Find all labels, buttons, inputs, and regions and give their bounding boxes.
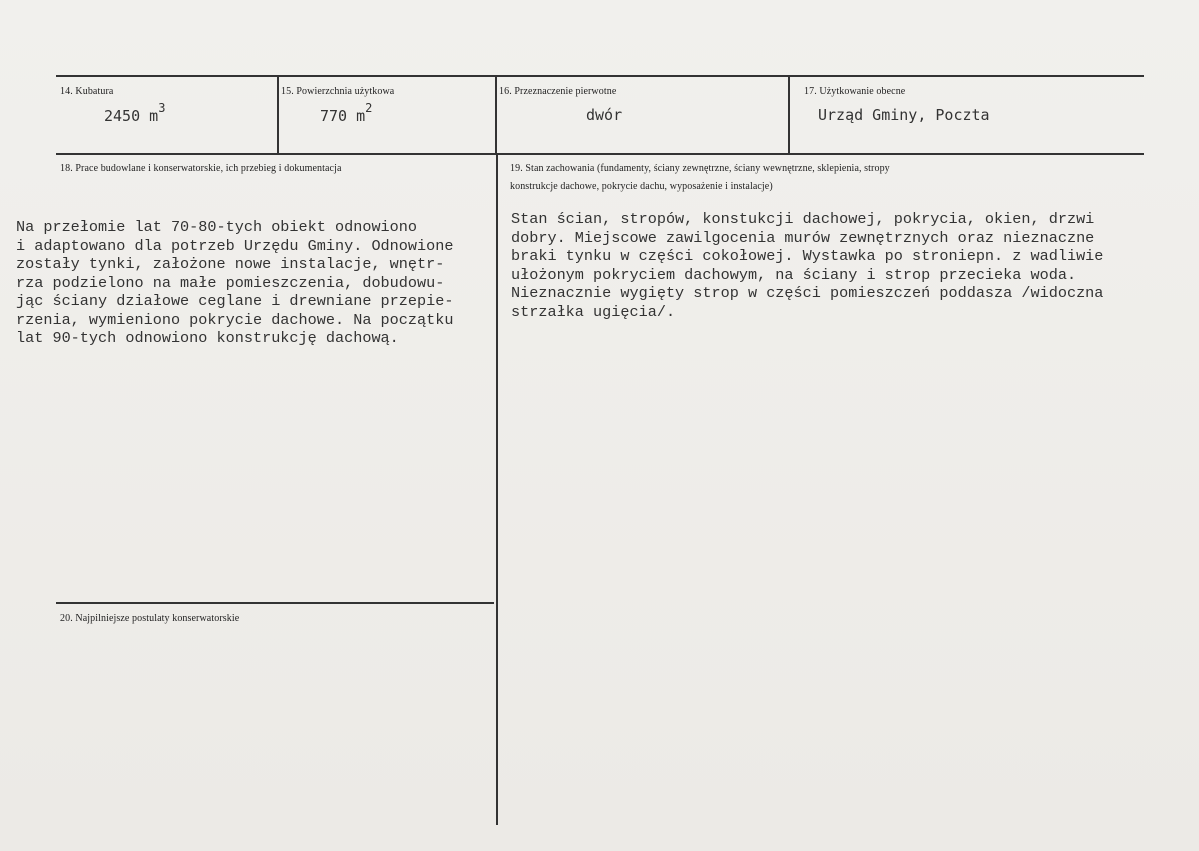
prace-budowlane-text bbox=[16, 218, 453, 348]
powierzchnia-value: 770 $m^2$ bbox=[320, 101, 373, 125]
text-line: Stan ścian, stropów, konstukcji dachowej, pokrycia, okien, drzwi bbox=[511, 210, 1095, 228]
section-20-rule bbox=[56, 602, 494, 604]
text-line: jąc ściany działowe ceglane i drewniane przepie- bbox=[16, 292, 454, 310]
text-line: ułożonym pokryciem dachowym, na ściany i strop przecieka woda. bbox=[511, 265, 1077, 284]
top-rule bbox=[56, 75, 1144, 77]
text-line: strzałka ugięcia/. bbox=[511, 302, 676, 321]
uzytkowanie-label: 17. Użytkowanie obecne bbox=[804, 86, 906, 97]
col-divider-15-16 bbox=[495, 77, 497, 153]
uzytkowanie-value: Urząd Gminy, Poczta bbox=[818, 106, 990, 124]
col-divider-18-19 bbox=[496, 155, 498, 825]
przeznaczenie-value: dwór bbox=[586, 106, 623, 124]
text-line: lat 90-tych odnowiono konstrukcję dachową. bbox=[16, 329, 399, 347]
kubatura-label: 14. Kubatura bbox=[60, 86, 114, 97]
text-line: rzenia, wymieniono pokrycie dachowe. Na początku bbox=[16, 310, 454, 329]
col-divider-16-17 bbox=[788, 77, 790, 153]
stan-zachowania-text bbox=[511, 210, 1103, 321]
kubatura-value: 2450 $m^3$ bbox=[104, 101, 166, 125]
text-line: zostały tynki, założone nowe instalacje, wnętr- bbox=[16, 255, 445, 273]
col-divider-14-15 bbox=[277, 77, 279, 153]
text-line: Nieznacznie wygięty strop w części pomieszczeń poddasza /widoczna bbox=[511, 284, 1104, 302]
text-line: Na przełomie lat 70-80-tych obiekt odnowiono bbox=[16, 218, 418, 236]
text-line: rza podzielono na małe pomieszczenia, dobudowu- bbox=[16, 273, 445, 292]
text-line: dobry. Miejscowe zawilgocenia murów zewnętrznych oraz nieznaczne bbox=[511, 228, 1095, 247]
stan-zachowania-label-1: 19. Stan zachowania (fundamenty, ściany zewnętrzne, ściany wewnętrzne, sklepienia, stropy bbox=[510, 163, 890, 174]
postulaty-label: 20. Najpilniejsze postulaty konserwatorskie bbox=[60, 613, 240, 624]
row-divider bbox=[56, 153, 1144, 155]
text-line: braki tynku w części cokołowej. Wystawka po stroniepn. z wadliwie bbox=[511, 247, 1104, 265]
powierzchnia-label: 15. Powierzchnia użytkowa bbox=[281, 86, 395, 97]
stan-zachowania-label-2: konstrukcje dachowe, pokrycie dachu, wyposażenie i instalacje) bbox=[510, 181, 773, 192]
text-line: i adaptowano dla potrzeb Urzędu Gminy. Odnowione bbox=[16, 236, 454, 255]
przeznaczenie-label: 16. Przeznaczenie pierwotne bbox=[499, 86, 617, 97]
prace-budowlane-label: 18. Prace budowlane i konserwatorskie, ich przebieg i dokumentacja bbox=[60, 163, 342, 174]
